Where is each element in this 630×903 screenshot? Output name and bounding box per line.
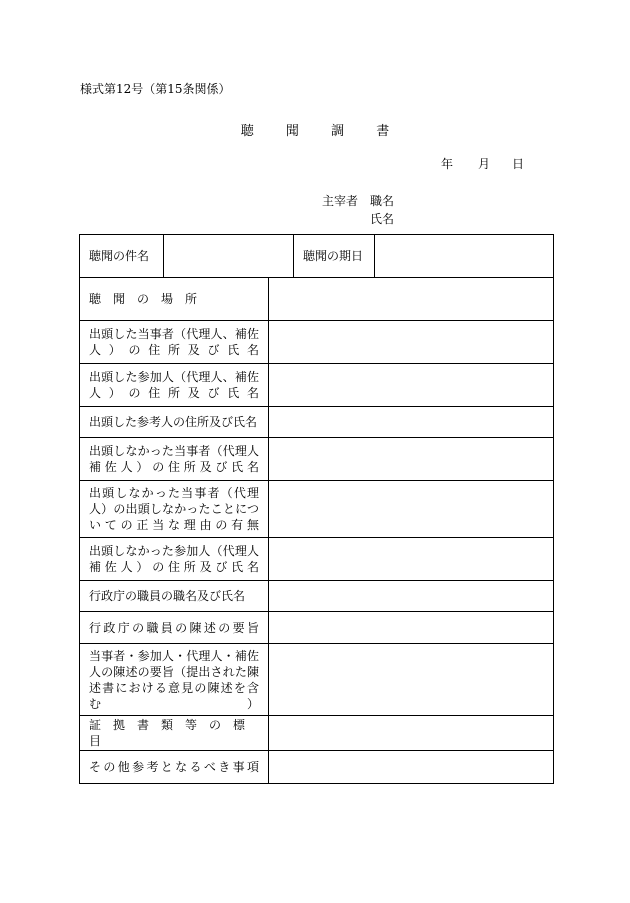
- row-label: 聴 聞 の 場 所: [80, 278, 269, 321]
- subject-label: 聴聞の件名: [80, 235, 164, 278]
- row-value-cell[interactable]: [269, 407, 554, 438]
- row-label: 行政庁の職員の陳述の要旨: [80, 612, 269, 644]
- row-label: 出頭した参考人の住所及び氏名: [80, 407, 269, 438]
- table-row: [80, 751, 554, 784]
- document-title: [0, 120, 630, 139]
- row-value-cell[interactable]: [269, 751, 554, 784]
- title-char: 聴: [240, 124, 254, 139]
- hearing-date-value-cell[interactable]: [375, 235, 554, 278]
- row-label: 出頭した参加人（代理人、補佐人）の住所及び氏名: [80, 364, 269, 407]
- row-value-cell[interactable]: [269, 612, 554, 644]
- row-label: 当事者・参加人・代理人・補佐人の陳述の要旨（提出された陳述書における意見の陳述を含む）: [80, 644, 269, 716]
- row-label: その他参考となるべき事項: [80, 751, 269, 784]
- table-row: [80, 364, 554, 407]
- table-row: [80, 235, 554, 278]
- row-value-cell[interactable]: [269, 644, 554, 716]
- row-label: 出頭しなかった当事者（代理人補佐人）の住所及び氏名: [80, 438, 269, 481]
- row-label: 行政庁の職員の職名及び氏名: [80, 581, 269, 612]
- title-char: 書: [376, 124, 390, 139]
- name-label: 氏名: [370, 212, 395, 226]
- table-row: [80, 644, 554, 716]
- row-value-cell[interactable]: [269, 538, 554, 581]
- date-year: 年: [441, 157, 454, 171]
- table-row: [80, 407, 554, 438]
- row-value-cell[interactable]: [269, 716, 554, 751]
- form-number: 様式第12号（第15条関係）: [80, 82, 231, 96]
- hearing-date-label: 聴聞の期日: [294, 235, 375, 278]
- row-value-cell[interactable]: [269, 581, 554, 612]
- table-row: [80, 438, 554, 481]
- row-value-cell[interactable]: [269, 278, 554, 321]
- title-char: 調: [331, 124, 345, 139]
- date-month: 月: [478, 157, 491, 171]
- row-value-cell[interactable]: [269, 438, 554, 481]
- table-row: [80, 716, 554, 751]
- position-label: 職名: [370, 194, 395, 208]
- row-value-cell[interactable]: [269, 364, 554, 407]
- table-row: [80, 278, 554, 321]
- row-label: 出頭した当事者（代理人、補佐人）の住所及び氏名: [80, 321, 269, 364]
- presiding-officer-label: 主宰者: [322, 194, 359, 208]
- row-label: 出頭しなかった当事者（代理人）の出頭しなかったことについての正当な理由の有無: [80, 481, 269, 538]
- date-day: 日: [512, 157, 525, 171]
- row-value-cell[interactable]: [269, 481, 554, 538]
- row-label: 出頭しなかった参加人（代理人補佐人）の住所及び氏名: [80, 538, 269, 581]
- hearing-record-table: [79, 234, 554, 784]
- table-row: [80, 538, 554, 581]
- row-value-cell[interactable]: [269, 321, 554, 364]
- subject-value-cell[interactable]: [164, 235, 294, 278]
- row-label: 証 拠 書 類 等 の 標 目: [80, 716, 269, 751]
- table-row: [80, 581, 554, 612]
- table-row: [80, 321, 554, 364]
- title-char: 聞: [285, 124, 299, 139]
- table-row: [80, 481, 554, 538]
- table-row: [80, 612, 554, 644]
